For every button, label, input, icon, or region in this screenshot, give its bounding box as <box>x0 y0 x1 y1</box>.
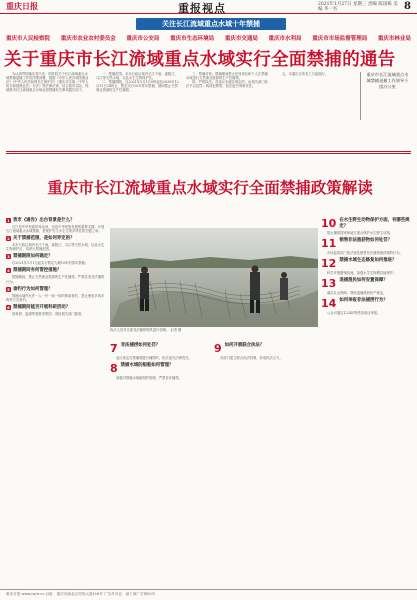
question-heading <box>6 287 106 293</box>
newspaper-logo: 重庆日报 <box>6 1 38 11</box>
middle-column-a <box>110 340 210 575</box>
notice-headline: 关于重庆市长江流域重点水域实行全面禁捕的通告 <box>4 50 396 70</box>
question-text: 禁捕期限如何确定？ <box>13 254 53 260</box>
answer-paragraph: 长江是中华民族的母亲河，也是中华民族发展的重要支撑。开展长江流域重点水域禁捕，是保护长江水生生物多样性的关键之举。 <box>6 225 105 234</box>
notice-column <box>186 72 271 150</box>
answer-paragraph: 科学开展增殖放流，加强水生生物栖息地保护。 <box>327 271 397 276</box>
notice-paragraph: 为认真贯彻落实党中央、国务院关于长江流域重点水域禁捕退捕工作的决策部署，根据《中华人民共和国渔业法》《中华人民共和国长江保护法》《重庆市实施〈中华人民共和国渔业法〉办法》等法律法规，结合我市实际，现就我市长江流域重点水域全面禁捕有关事项通告如下。 <box>6 72 89 93</box>
answer-paragraph: 加强对禁捕水域船舶的管理，严禁非法捕捞。 <box>116 376 182 381</box>
question-text: 非法捕捞如何处罚？ <box>120 343 161 348</box>
right-column <box>321 215 411 575</box>
masthead <box>0 0 417 14</box>
answer-paragraph: 公众可通过12345等热线电话举报。 <box>327 311 381 316</box>
question-number: 12 <box>321 257 337 271</box>
notice-paragraph: 二、禁捕期限。自2021年1月1日0时起至2030年12月31日24时止，暂定实行10年常年禁捕，期间禁止天然渔业资源的生产性捕捞。 <box>96 80 179 93</box>
question-number: 14 <box>321 297 337 311</box>
question-heading <box>214 343 314 354</box>
notice-column <box>276 72 361 150</box>
question-number: 5 <box>7 286 10 292</box>
question-heading <box>110 363 210 374</box>
interpretation-headline: 重庆市长江流域重点水域实行全面禁捕政策解读 <box>47 179 373 197</box>
question-heading <box>321 278 411 289</box>
answer-paragraph: 市场监管部门依法查处销售非法捕捞渔获物的行为。 <box>327 251 403 256</box>
answer-paragraph: 禁止捕捞国家和地方重点保护水生野生动物。 <box>327 231 393 235</box>
question-number: 6 <box>7 304 10 310</box>
question-heading <box>321 218 411 229</box>
question-heading <box>321 238 411 249</box>
middle-column-b <box>214 340 314 575</box>
question-text: 如何举报非法捕捞行为？ <box>339 298 388 304</box>
question-number: 3 <box>7 254 10 260</box>
answer-paragraph: 各部门建立联合执法机制，形成执法合力。 <box>220 356 283 360</box>
question-text: 我市《通告》出台背景是什么？ <box>13 218 75 223</box>
news-photo <box>110 228 318 327</box>
question-number: 11 <box>321 237 337 251</box>
question-text: 禁捕期间能否开展科研活动？ <box>13 304 71 310</box>
question-heading <box>110 343 210 354</box>
department-name: 重庆市市场监督管理局 <box>312 36 368 42</box>
answer-paragraph: 禁捕水域内允许一人一杆一线一钩的休闲垂钓，禁止使用多线多钩等方式垂钓。 <box>6 293 105 302</box>
topic-banner: 关注长江流域重点水域十年禁捕 <box>136 18 286 30</box>
answer-paragraph: 违反规定在禁捕期进行捕捞的，依法追究法律责任。 <box>116 356 192 360</box>
department-name: 重庆市林业局 <box>377 36 411 42</box>
issuing-departments <box>6 34 411 44</box>
question-text: 禁捕水域生态修复如何推进？ <box>339 258 397 264</box>
question-number: 1 <box>7 218 10 223</box>
notice-paragraph: 四、严格执法。对违反本通告规定的，由相关部门依法予以处罚；构成犯罪的，依法追究刑事责任。 <box>186 80 268 89</box>
department-name: 重庆市交通局 <box>224 36 258 42</box>
question-heading <box>6 305 106 311</box>
question-heading <box>6 236 106 242</box>
notice-paragraph: 三、禁捕对象。禁捕期间禁止任何单位和个人在禁捕水域进行天然渔业资源的生产性捕捞。 <box>186 72 268 81</box>
photo-caption: 执法人员对江面非法捕捞网具进行清理。 记者 摄 <box>110 328 182 332</box>
question-number: 4 <box>7 268 10 274</box>
left-column <box>6 215 106 575</box>
question-heading <box>6 254 106 260</box>
page-footer: 重庆日报 www.cqrb.cn 社址：重庆市渝北区同茂大道416号 广告许可证：渝工商广字第00号 <box>0 589 417 600</box>
answer-paragraph: 因科研、监测等需要采集的，须经相关部门批准。 <box>12 311 85 316</box>
department-name: 重庆市生态环境局 <box>170 36 215 42</box>
page-number: 8 <box>404 1 411 12</box>
question-heading <box>6 218 106 224</box>
question-text: 禁捕期间有何管控措施？ <box>13 268 62 274</box>
department-name: 重庆市农业农村委员会 <box>60 36 116 42</box>
answer-paragraph: 本市行政区域内长江干流、嘉陵江、乌江等天然水域，以及水生生物保护区，均纳入禁捕范围。 <box>6 243 105 252</box>
question-number: 9 <box>214 342 222 355</box>
question-number: 10 <box>321 217 337 230</box>
question-text: 在水生野生动物保护方面，有哪些规定？ <box>339 218 410 229</box>
divider <box>6 151 411 152</box>
question-text: 如何开展联合执法？ <box>224 343 265 348</box>
divider <box>6 153 411 154</box>
notice-paragraph: 五、本通告自发布之日起施行。 <box>282 72 329 76</box>
river-photo <box>110 228 318 327</box>
answer-paragraph: 落实社会保障，帮助退捕渔民转产就业。 <box>327 291 387 296</box>
issue-date: 2021年1月27日 星期三 责编 陈国栋 美编 李一名 <box>318 2 398 12</box>
notice-paragraph: 一、禁捕范围。本市行政区域内长江干流、嘉陵江、乌江等天然水域，以及水生生物保护区。 <box>96 72 178 81</box>
question-number: 2 <box>7 236 10 242</box>
answer-paragraph: 自2021年1月1日起实行暂定为期10年的常年禁捕。 <box>12 261 89 266</box>
question-heading <box>321 298 411 309</box>
question-text: 垂钓行为如何管理？ <box>13 286 53 292</box>
question-number: 8 <box>110 362 118 376</box>
question-heading <box>321 258 411 269</box>
question-text: 销售非法渔获物如何处罚？ <box>339 238 393 244</box>
question-number: 7 <box>110 342 118 355</box>
question-text: 禁捕水域的船舶如何管理？ <box>120 363 174 369</box>
question-text: 退捕渔民如何安置保障？ <box>339 278 388 284</box>
question-heading <box>6 268 106 274</box>
question-number: 13 <box>321 277 337 291</box>
department-name: 重庆市水利局 <box>268 36 302 42</box>
question-text: 关于禁捕范围，是如何界定的？ <box>13 236 75 242</box>
notice-body <box>6 72 410 150</box>
notice-column <box>6 72 91 150</box>
answer-paragraph: 禁捕期间，禁止天然渔业资源的生产性捕捞，严禁各类非法捕捞行为。 <box>6 275 105 284</box>
signature-text: 重庆市长江流域重点水域禁捕退捕工作领导小组办公室 <box>366 72 409 89</box>
notice-column <box>96 72 181 150</box>
department-name: 重庆市公安局 <box>126 36 160 42</box>
department-name: 重庆市人民检察院 <box>6 36 51 42</box>
section-title: 重报视点 <box>178 2 226 15</box>
notice-signature <box>360 72 410 120</box>
